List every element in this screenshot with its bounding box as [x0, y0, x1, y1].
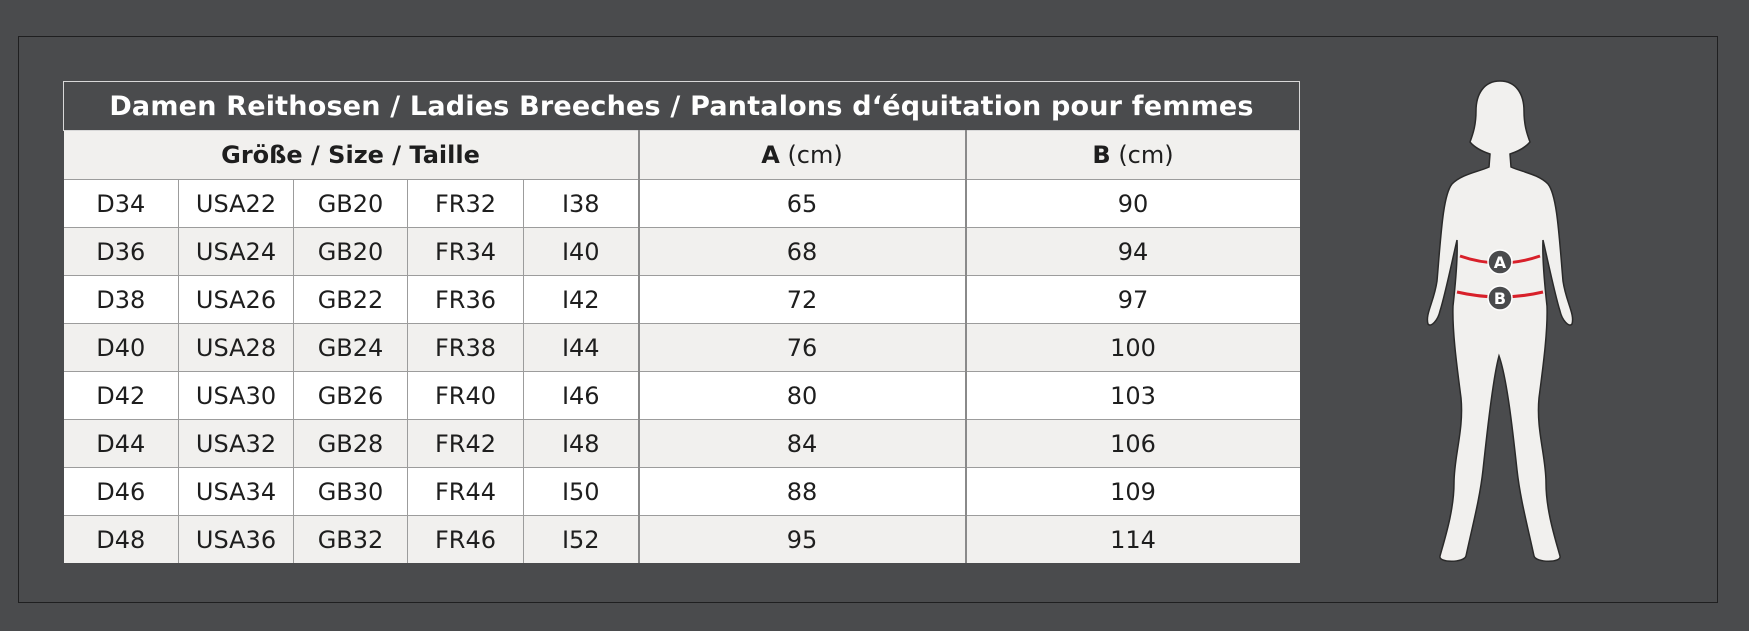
cell-gb: GB20: [294, 180, 408, 228]
table-row: [64, 516, 1300, 564]
cell-i: I50: [524, 468, 639, 516]
cell-b: 97: [966, 276, 1300, 324]
cell-d: D48: [64, 516, 179, 564]
size-chart: [63, 81, 1299, 560]
cell-i: I42: [524, 276, 639, 324]
cell-b: 114: [966, 516, 1300, 564]
cell-i: I52: [524, 516, 639, 564]
col-b-unit: (cm): [1110, 141, 1174, 169]
cell-a: 65: [639, 180, 966, 228]
cell-b: 100: [966, 324, 1300, 372]
cell-b: 106: [966, 420, 1300, 468]
col-a-letter: A: [761, 141, 780, 169]
cell-gb: GB22: [294, 276, 408, 324]
cell-gb: GB32: [294, 516, 408, 564]
cell-usa: USA26: [179, 276, 294, 324]
marker-a-label: A: [1493, 253, 1507, 272]
cell-d: D42: [64, 372, 179, 420]
cell-fr: FR40: [408, 372, 524, 420]
table-row: [64, 324, 1300, 372]
cell-d: D46: [64, 468, 179, 516]
cell-usa: USA32: [179, 420, 294, 468]
cell-usa: USA24: [179, 228, 294, 276]
table-row: [64, 228, 1300, 276]
cell-fr: FR44: [408, 468, 524, 516]
cell-a: 95: [639, 516, 966, 564]
table-row: [64, 180, 1300, 228]
cell-d: D36: [64, 228, 179, 276]
cell-gb: GB30: [294, 468, 408, 516]
cell-gb: GB28: [294, 420, 408, 468]
cell-a: 80: [639, 372, 966, 420]
col-b-letter: B: [1092, 141, 1111, 169]
cell-gb: GB20: [294, 228, 408, 276]
cell-a: 76: [639, 324, 966, 372]
cell-fr: FR34: [408, 228, 524, 276]
table-row: [64, 420, 1300, 468]
cell-a: 68: [639, 228, 966, 276]
cell-usa: USA30: [179, 372, 294, 420]
cell-d: D44: [64, 420, 179, 468]
table-row: [64, 468, 1300, 516]
cell-b: 103: [966, 372, 1300, 420]
cell-i: I40: [524, 228, 639, 276]
cell-gb: GB26: [294, 372, 408, 420]
cell-a: 88: [639, 468, 966, 516]
cell-gb: GB24: [294, 324, 408, 372]
marker-b-label: B: [1493, 289, 1507, 308]
cell-i: I38: [524, 180, 639, 228]
cell-fr: FR38: [408, 324, 524, 372]
col-a-header: [639, 131, 966, 180]
size-table: [63, 81, 1300, 563]
cell-b: 94: [966, 228, 1300, 276]
cell-usa: USA22: [179, 180, 294, 228]
cell-d: D40: [64, 324, 179, 372]
cell-usa: USA34: [179, 468, 294, 516]
cell-fr: FR36: [408, 276, 524, 324]
cell-i: I44: [524, 324, 639, 372]
table-title: Damen Reithosen / Ladies Breeches / Pantalons d‘équitation pour femmes: [64, 82, 1300, 131]
body-silhouette: [1420, 78, 1580, 563]
col-a-unit: (cm): [779, 141, 843, 169]
silhouette-shape: [1427, 81, 1572, 561]
cell-d: D34: [64, 180, 179, 228]
cell-fr: FR46: [408, 516, 524, 564]
cell-b: 109: [966, 468, 1300, 516]
table-row: [64, 276, 1300, 324]
cell-fr: FR42: [408, 420, 524, 468]
cell-a: 72: [639, 276, 966, 324]
table-body: [64, 180, 1300, 564]
col-b-header: [966, 131, 1300, 180]
cell-d: D38: [64, 276, 179, 324]
cell-fr: FR32: [408, 180, 524, 228]
cell-b: 90: [966, 180, 1300, 228]
cell-usa: USA28: [179, 324, 294, 372]
size-header: Größe / Size / Taille: [64, 131, 639, 180]
cell-a: 84: [639, 420, 966, 468]
table-row: [64, 372, 1300, 420]
cell-usa: USA36: [179, 516, 294, 564]
cell-i: I48: [524, 420, 639, 468]
cell-i: I46: [524, 372, 639, 420]
